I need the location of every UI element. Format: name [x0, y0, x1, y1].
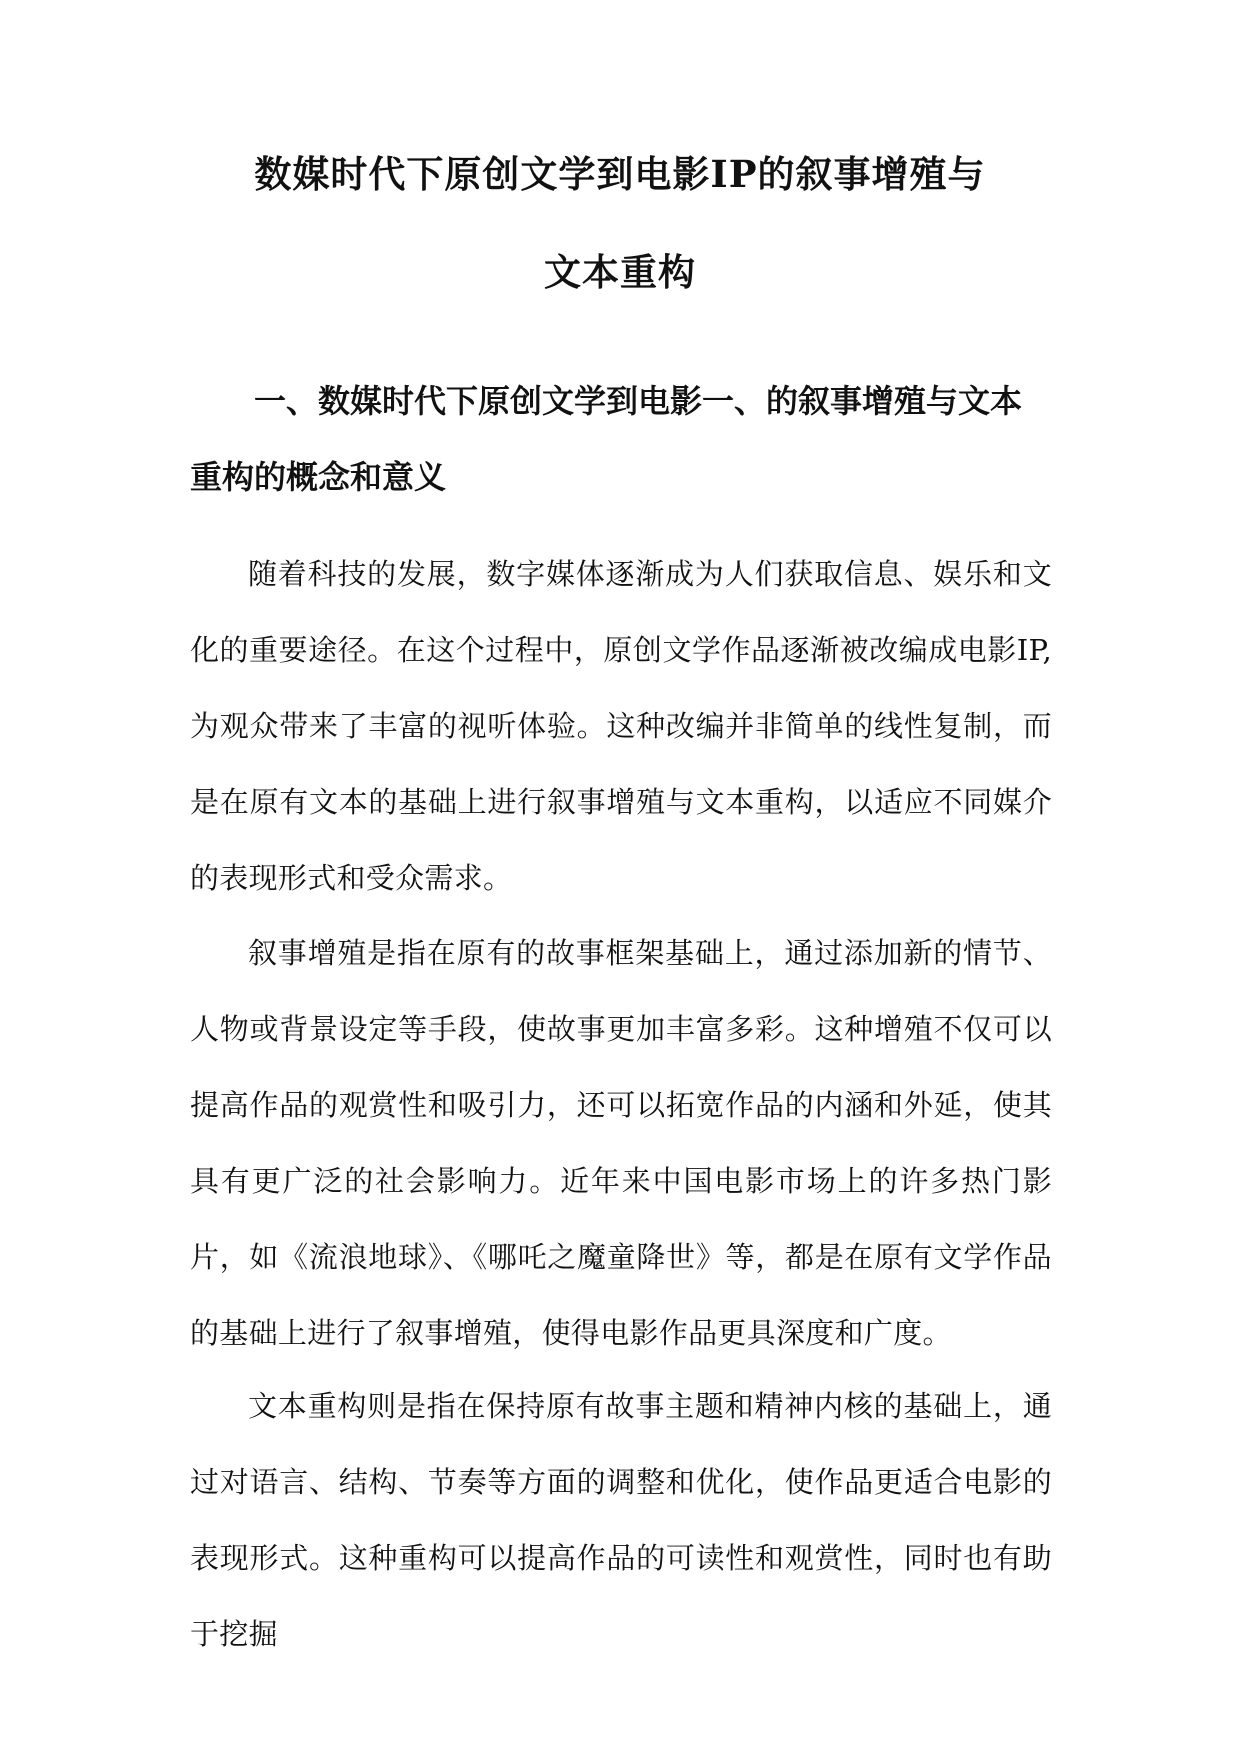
document-title-line-2: 文本重构 [544, 250, 696, 294]
body-paragraph: 叙事增殖是指在原有的故事框架基础上，通过添加新的情节、人物或背景设定等手段，使故事更加丰富多彩。这种增殖不仅可以提高作品的观赏性和吸引力，还可以拓宽作品的内涵和外延，使其具有更广泛的社会影响力。近年来中国电影市场上的许多热门影片，如《流浪地球》、《哪吒之魔童降世》等，都是在原有文学作品的基础上进行了叙事增殖，使得电影作品更具深度和广度。 [190, 936, 1052, 1350]
section-heading: 一、数媒时代下原创文学到电影一、的叙事增殖与文本重构的概念和意义 [190, 382, 1023, 496]
body-paragraph: 随着科技的发展，数字媒体逐渐成为人们获取信息、娱乐和文化的重要途径。在这个过程中，原创文学作品逐渐被改编成电影IP,为观众带来了丰富的视听体验。这种改编并非简单的线性复制，而是在原有文本的基础上进行叙事增殖与文本重构，以适应不同媒介的表现形式和受众需求。 [190, 557, 1052, 895]
body-paragraph: 文本重构则是指在保持原有故事主题和精神内核的基础上，通过对语言、结构、节奏等方面的调整和优化，使作品更适合电影的表现形式。这种重构可以提高作品的可读性和观赏性，同时也有助于挖掘 [190, 1389, 1052, 1651]
document-title-line-1: 数媒时代下原创文学到电影IP的叙事增殖与 [254, 152, 986, 196]
